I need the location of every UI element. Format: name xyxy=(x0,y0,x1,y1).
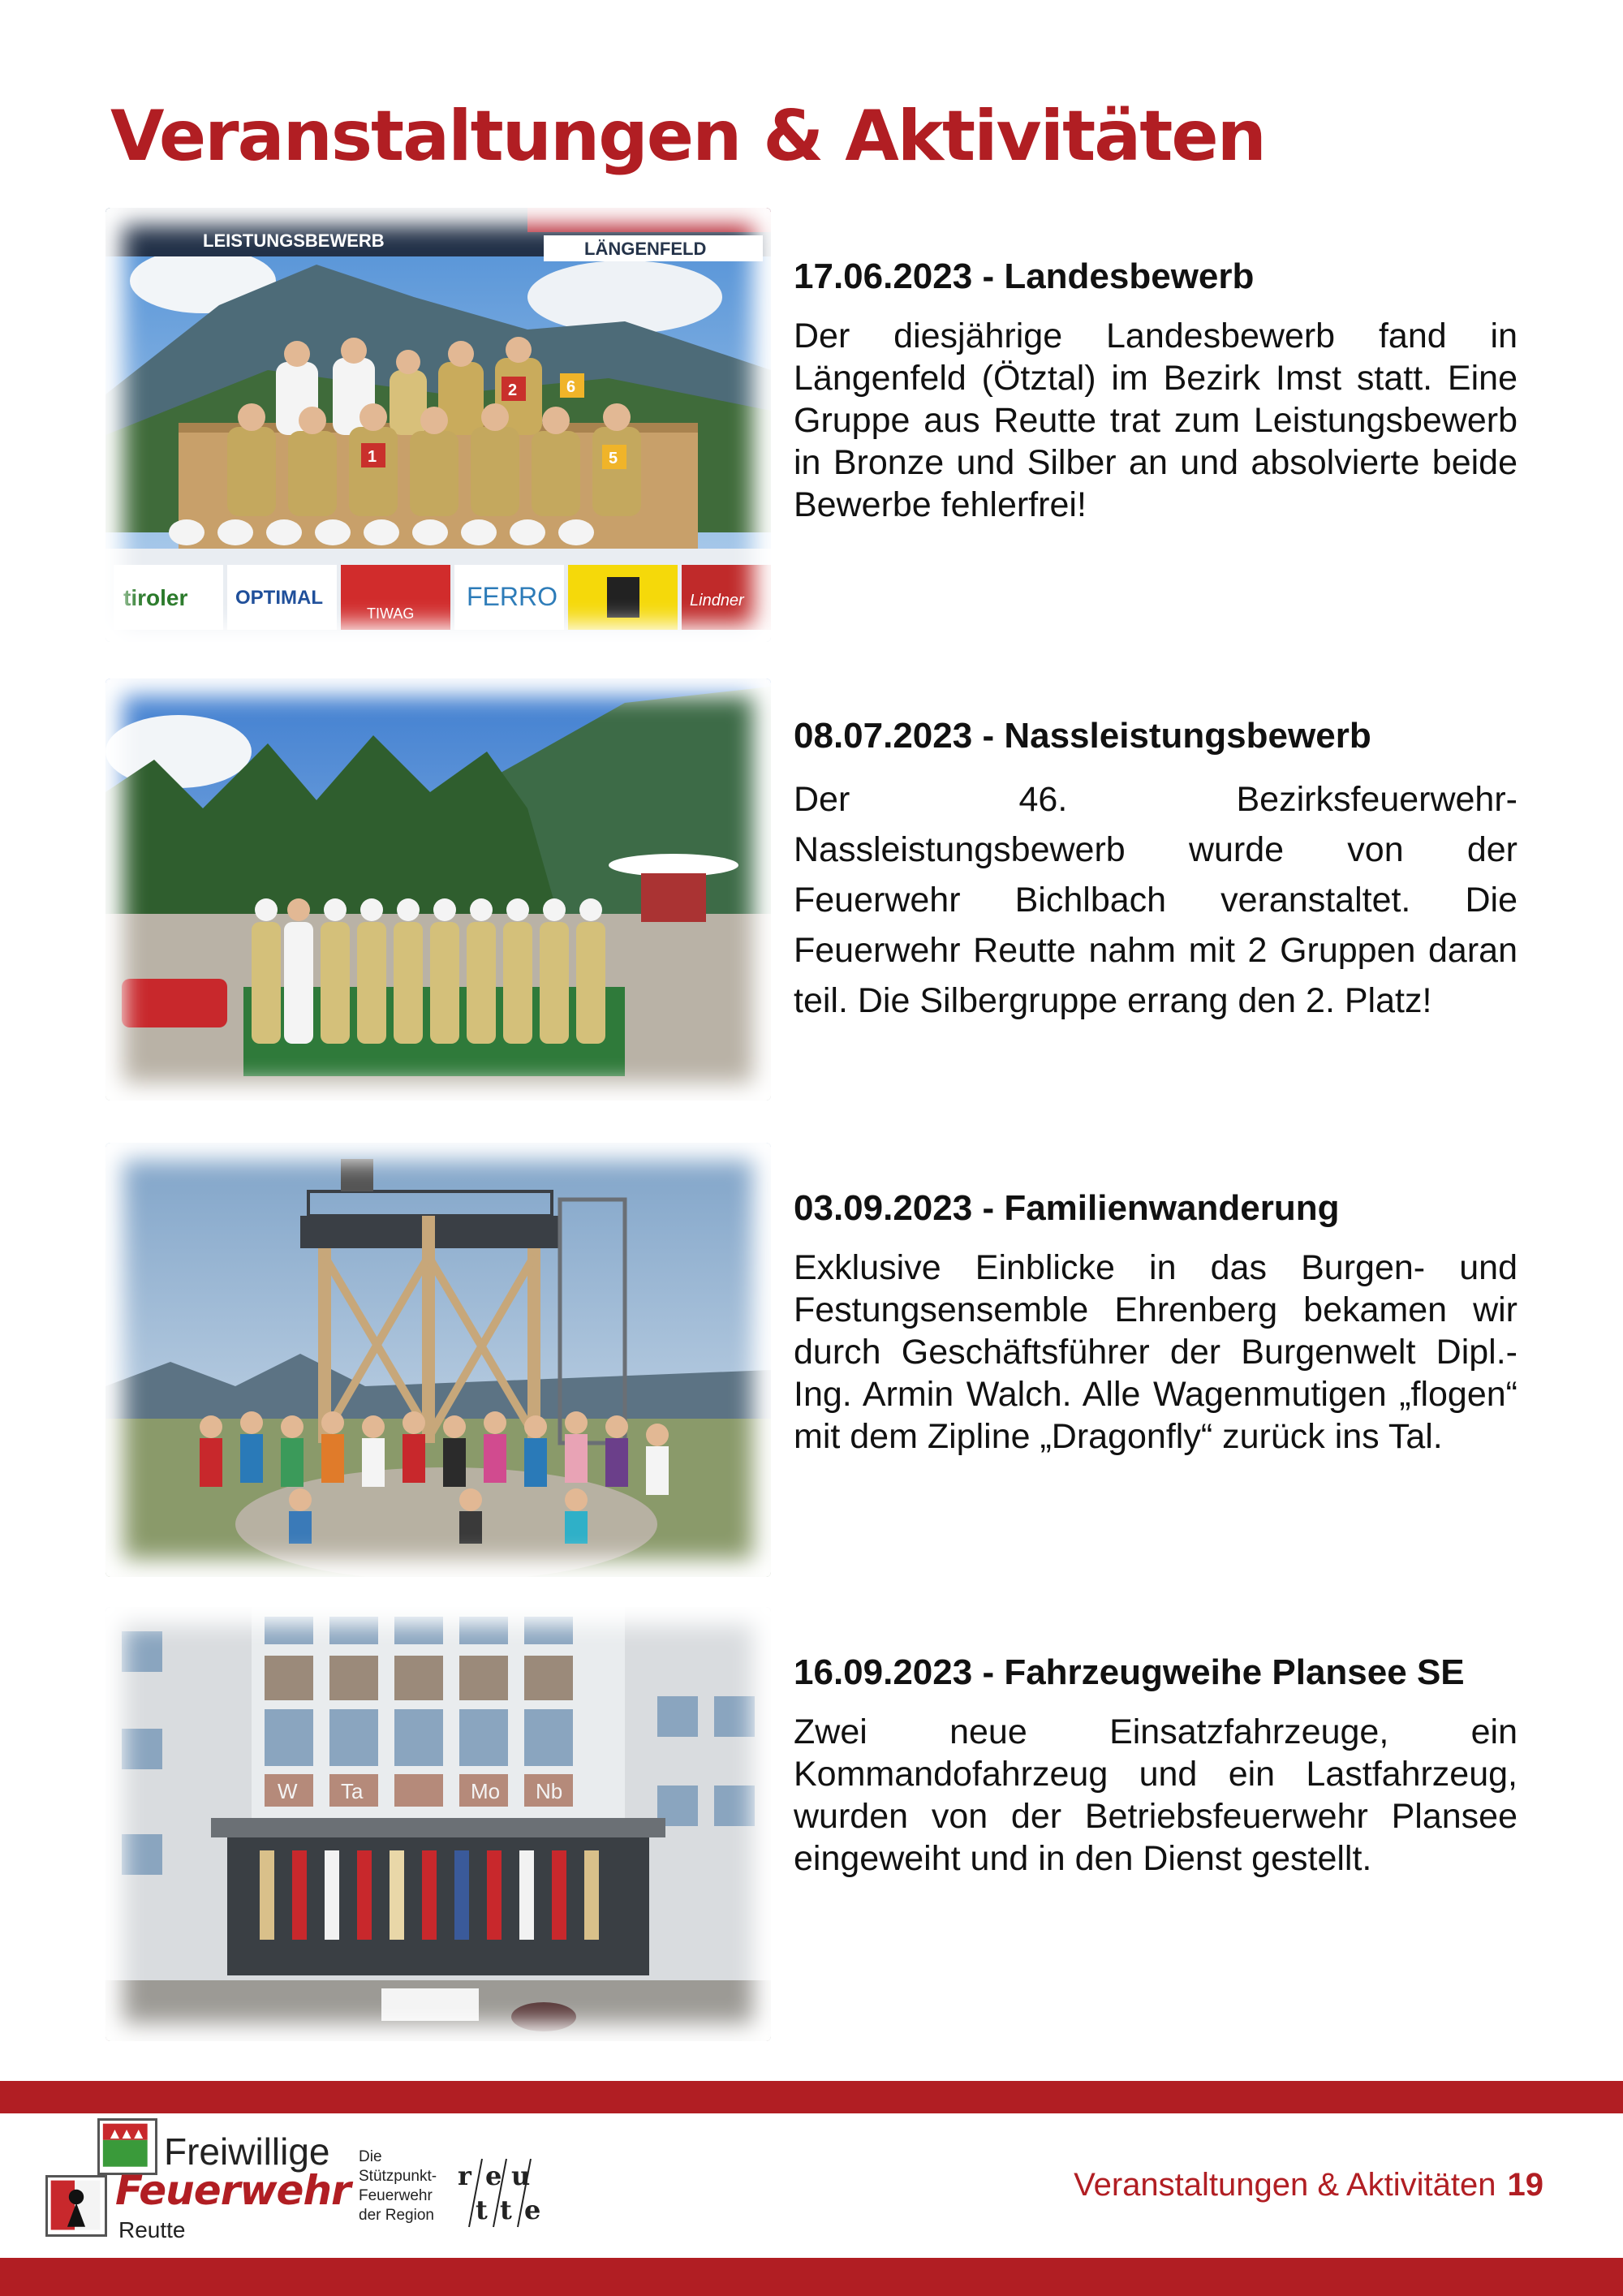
stutzpunkt-line: Stützpunkt- xyxy=(359,2168,437,2185)
sponsor-tiroler: tiroler xyxy=(123,585,188,610)
stutzpunkt-line: Die xyxy=(359,2148,382,2165)
sponsor-optimal: OPTIMAL xyxy=(235,587,323,609)
facade-letter-mo: Mo xyxy=(471,1779,501,1803)
event-text-landesbewerb xyxy=(794,256,1518,526)
event-text-familienwanderung xyxy=(794,1188,1518,1458)
facade-letter-w: W xyxy=(278,1779,298,1803)
event-heading: 16.09.2023 - Fahrzeugweihe Plansee SE xyxy=(794,1652,1465,1692)
reutte-mark-letter: u xyxy=(511,2160,531,2191)
facade-letter-ta: Ta xyxy=(341,1779,364,1803)
event-heading: 03.09.2023 - Familienwanderung xyxy=(794,1188,1340,1228)
reutte-mark-letter: t xyxy=(500,2195,512,2225)
sponsor-ferro: FERRO xyxy=(467,582,558,611)
stutzpunkt-line: der Region xyxy=(359,2207,434,2224)
banner-right-label: LÄNGENFELD xyxy=(584,239,707,259)
footer-top-bar xyxy=(0,2081,1623,2113)
bib-6: 6 xyxy=(566,378,576,396)
sponsor-tiwag: TIWAG xyxy=(367,605,415,622)
sponsor-lindner: Lindner xyxy=(690,592,744,610)
bib-1: 1 xyxy=(368,448,377,466)
logo-reutte: Reutte xyxy=(118,2217,186,2242)
banner-left-label: LEISTUNGSBEWERB xyxy=(203,230,385,251)
event-photo-nassleistungsbewerb xyxy=(105,678,771,1101)
event-heading: 08.07.2023 - Nassleistungsbewerb xyxy=(794,716,1371,756)
event-body: Zwei neue Einsatzfahrzeuge, ein Kommandofahrzeug und ein Lastfahrzeug, wurden von der Betriebsfeuerwehr Plansee eingeweiht und in den Dienst gestellt. xyxy=(794,1712,1518,1878)
logo-freiwillige: Freiwillige xyxy=(164,2130,330,2173)
bib-2: 2 xyxy=(508,381,518,399)
florian-crest-icon xyxy=(45,2175,107,2237)
footer-section-label xyxy=(1074,2167,1543,2203)
reutte-mark xyxy=(454,2154,552,2232)
event-text-nassleistungsbewerb xyxy=(794,716,1518,1026)
reutte-mark-letter: r xyxy=(458,2160,471,2191)
reutte-mark-letter: e xyxy=(485,2160,502,2191)
page-number: 19 xyxy=(1507,2167,1543,2203)
event-text-fahrzeugweihe xyxy=(794,1652,1518,1880)
event-body: Exklusive Einblicke in das Burgen- und Festungsensemble Ehrenberg bekamen wir durch Geschäftsführer der Burgenwelt Dipl.-Ing. Armin Walch. Alle Wagenmutigen „flogen“ mit dem Zipline „Dragonfly“ zurück ins Tal. xyxy=(794,1248,1518,1456)
reutte-mark-letter: e xyxy=(524,2195,541,2225)
footer-bottom-bar xyxy=(0,2258,1623,2296)
sponsor-banner xyxy=(114,565,771,630)
reutte-mark-letter: t xyxy=(476,2195,488,2225)
event-body: Der 46. Bezirksfeuerwehr-Nassleistungsbewerb wurde von der Feuerwehr Bichlbach veranstaltet. Die Feuerwehr Reutte nahm mit 2 Gruppen daran teil. Die Silbergruppe errang den 2. Platz! xyxy=(794,780,1518,1020)
logo-feuerwehr: Feuerwehr xyxy=(115,2167,351,2214)
event-body: Der diesjährige Landesbewerb fand in Längenfeld (Ötztal) im Bezirk Imst statt. Eine Gruppe aus Reutte trat zum Leistungsbewerb in Bronze und Silber an und absolvierte beide Bewerbe fehlerfrei! xyxy=(794,317,1518,524)
bib-5: 5 xyxy=(609,450,618,467)
stutzpunkt-line: Feuerwehr xyxy=(359,2187,433,2204)
stutzpunkt-text xyxy=(359,2147,456,2225)
feuerwehr-logo xyxy=(45,2118,351,2242)
page-title: Veranstaltungen & Aktivitäten xyxy=(110,96,1265,177)
footer-section-title: Veranstaltungen & Aktivitäten xyxy=(1074,2167,1496,2203)
event-heading: 17.06.2023 - Landesbewerb xyxy=(794,256,1255,296)
event-photo-fahrzeugweihe xyxy=(105,1607,771,2041)
event-photo-landesbewerb xyxy=(105,208,771,642)
event-photo-familienwanderung xyxy=(105,1143,771,1577)
facade-letter-nb: Nb xyxy=(536,1779,563,1803)
